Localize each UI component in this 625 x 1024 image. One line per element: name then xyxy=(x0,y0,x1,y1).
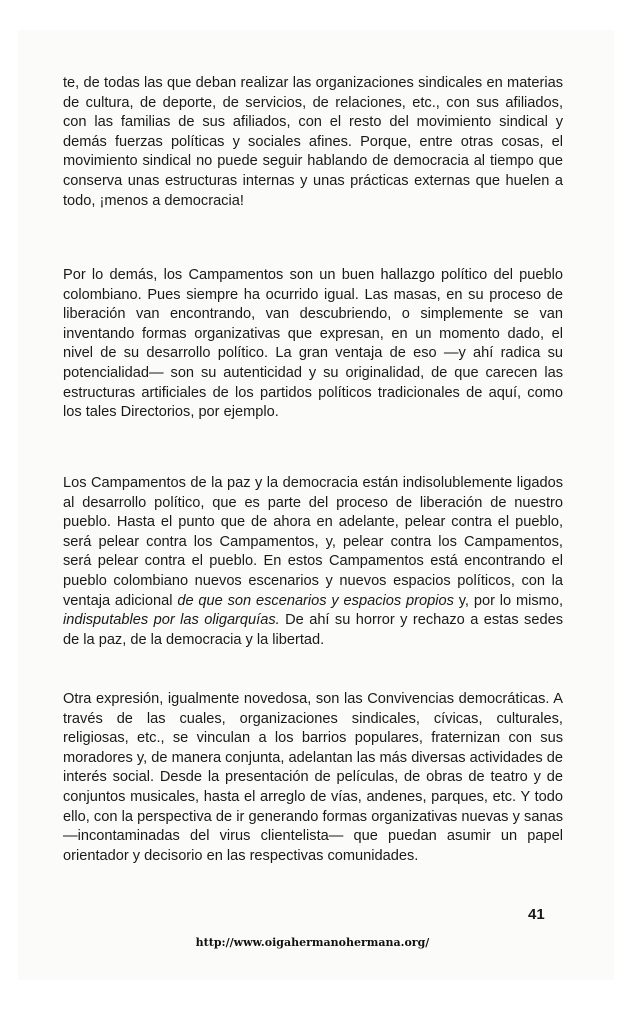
source-url-link[interactable]: http://www.oigahermanohermana.org/ xyxy=(195,936,430,949)
paragraph-3-italic-2: indisputables por las oligarquías. xyxy=(63,612,280,629)
paragraph-2: Por lo demás, los Campamentos son un buen hallazgo político del pueblo colombiano. Pues siempre ha ocurrido igual. Las masas, en su proceso de liberación van encontrando, van descubriendo, o simplemente se van inventando formas organizativas que expresan, en un momento dado, el nivel de su desarrollo político. La gran ventaja de eso —y ahí radica su potencialidad— son su autenticidad y su originalidad, de que carecen las estructuras artificiales de los partidos políticos tradicionales de aquí, como los tales Directorios, por ejemplo. xyxy=(63,267,563,421)
paragraph-3-italic-1: de que son escenarios y espacios propios xyxy=(177,592,454,609)
paragraph-3-text-middle: y, por lo mismo, xyxy=(453,592,563,609)
paragraph-3 xyxy=(63,474,563,650)
paragraph-1: te, de todas las que deban realizar las organizaciones sindicales en materias de cultura, de deporte, de servicios, de relaciones, etc., con sus afiliados, con las familias de sus afiliados, con el resto del movimiento sindical y demás fuerzas políticas y sociales afines. Porque, entre otras cosas, el movimiento sindical no puede seguir hablando de democracia al tiempo que conserva unas estructuras internas y unas prácticas externas que huelen a todo, ¡menos a democracia! xyxy=(63,75,563,209)
paragraph-3-text-before: Los Campamentos de la paz y la democracia están indisolublemente ligados al desarrollo político, que es parte del proceso de liberación de nuestro pueblo. Hasta el punto que de ahora en adelante, pelear contra el pueblo, será pelear contra los Campamentos, y, pelear contra los Campamentos, será pelear contra el pueblo. En estos Campamentos está encontrando el pueblo colombiano nuevos escenarios y nuevos espacios políticos, con la ventaja adicional xyxy=(63,475,563,609)
paragraph-4: Otra expresión, igualmente novedosa, son las Convivencias democráticas. A través de las cuales, organizaciones sindicales, cívicas, culturales, religiosas, etc., se vinculan a los barrios populares, fraternizan con sus moradores y, de manera conjunta, adelantan las más diversas actividades de interés social. Desde la presentación de películas, de obras de teatro y de conjuntos musicales, hasta el arreglo de vías, andenes, parques, etc. Y todo ello, con la perspectiva de ir generando formas organizativas nuevas y sanas —incontaminadas del virus clientelista— que puedan asumir un papel orientador y decisorio en las respectivas comunidades. xyxy=(63,691,563,864)
paragraph-3-text-after: De ahí su horror y rechazo a estas sedes de la paz, de la democracia y la libertad. xyxy=(63,612,563,648)
page-number: 41 xyxy=(528,906,545,923)
